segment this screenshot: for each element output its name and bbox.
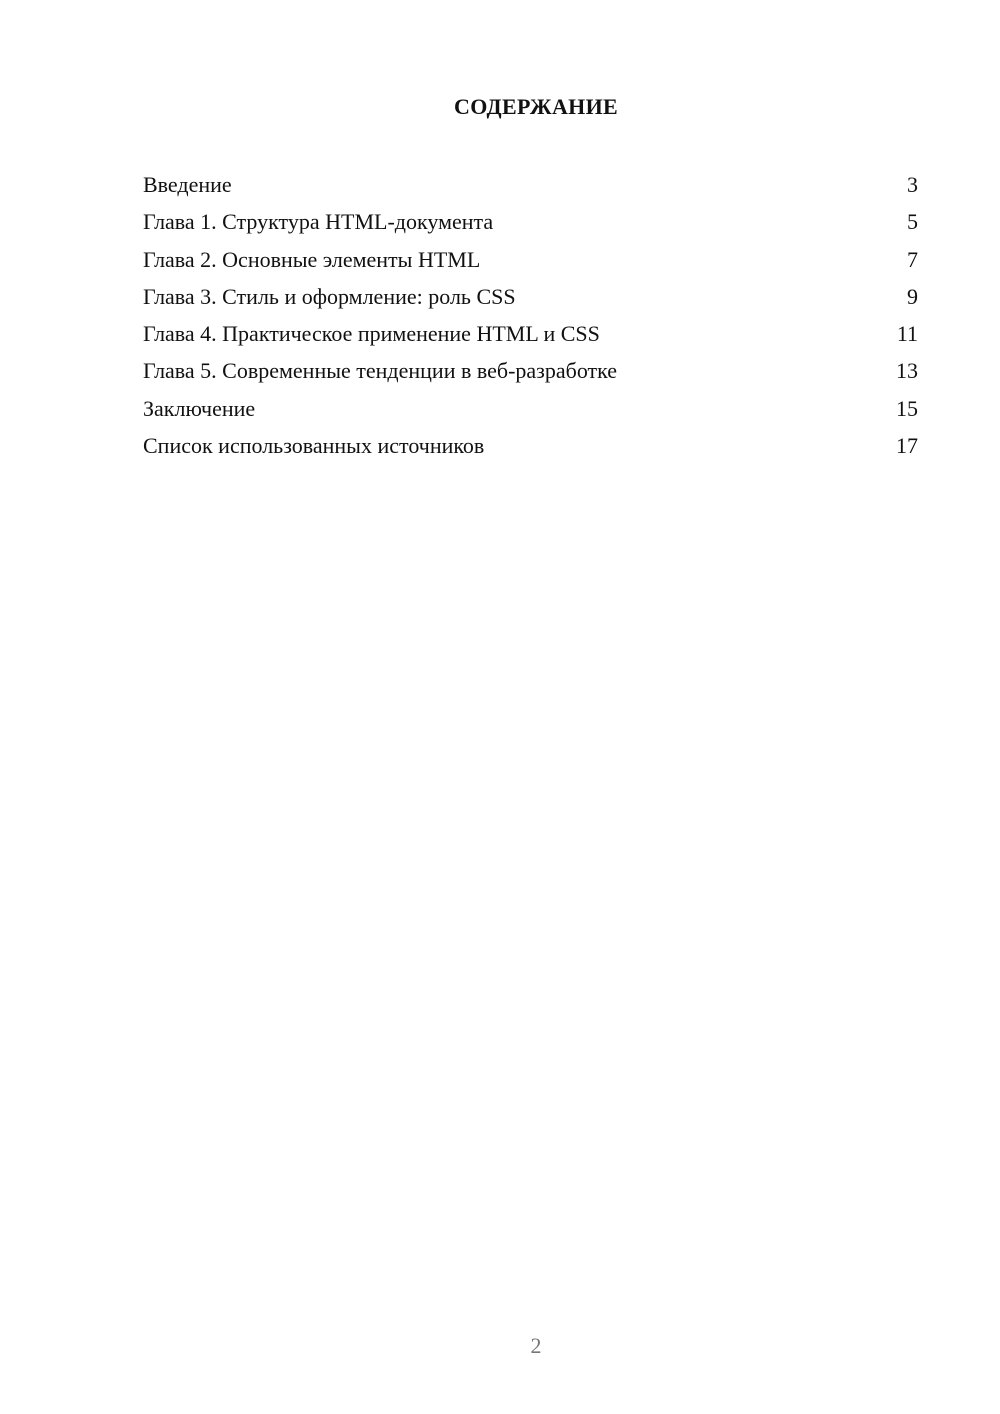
toc-entry-page: 7 xyxy=(907,246,918,272)
toc-entry-label: Глава 4. Практическое применение HTML и CSS xyxy=(143,321,600,347)
page-number: 2 xyxy=(530,1333,542,1358)
toc-entry-page: 9 xyxy=(907,283,918,309)
toc-entry-chapter-2[interactable] xyxy=(143,241,918,278)
toc-entry-label: Глава 3. Стиль и оформление: роль CSS xyxy=(143,283,516,309)
toc-entry-page: 17 xyxy=(896,433,918,459)
toc-entry-chapter-3[interactable] xyxy=(143,278,918,315)
toc-entry-chapter-4[interactable] xyxy=(143,315,918,352)
toc-entry-references[interactable] xyxy=(143,427,918,464)
toc-entry-label: Глава 1. Структура HTML-документа xyxy=(143,209,494,235)
toc-entry-page: 5 xyxy=(907,209,918,235)
toc-entry-chapter-5[interactable] xyxy=(143,352,918,389)
toc-entry-chapter-1[interactable] xyxy=(143,203,918,240)
toc-entry-label: Заключение xyxy=(143,395,256,421)
toc-entry-label: Введение xyxy=(143,172,232,197)
toc-title: СОДЕРЖАНИЕ xyxy=(454,94,618,119)
toc-entry-introduction[interactable] xyxy=(143,166,918,203)
toc-entry-page: 3 xyxy=(907,172,918,197)
toc-entry-page: 11 xyxy=(896,321,918,347)
table-of-contents xyxy=(143,166,918,464)
toc-entry-page: 13 xyxy=(896,358,918,384)
toc-entry-label: Список использованных источников xyxy=(143,433,485,459)
toc-entry-label: Глава 5. Современные тенденции в веб-разработке xyxy=(143,358,618,384)
toc-entry-label: Глава 2. Основные элементы HTML xyxy=(143,246,481,272)
toc-entry-conclusion[interactable] xyxy=(143,390,918,427)
toc-entry-page: 15 xyxy=(896,395,918,421)
